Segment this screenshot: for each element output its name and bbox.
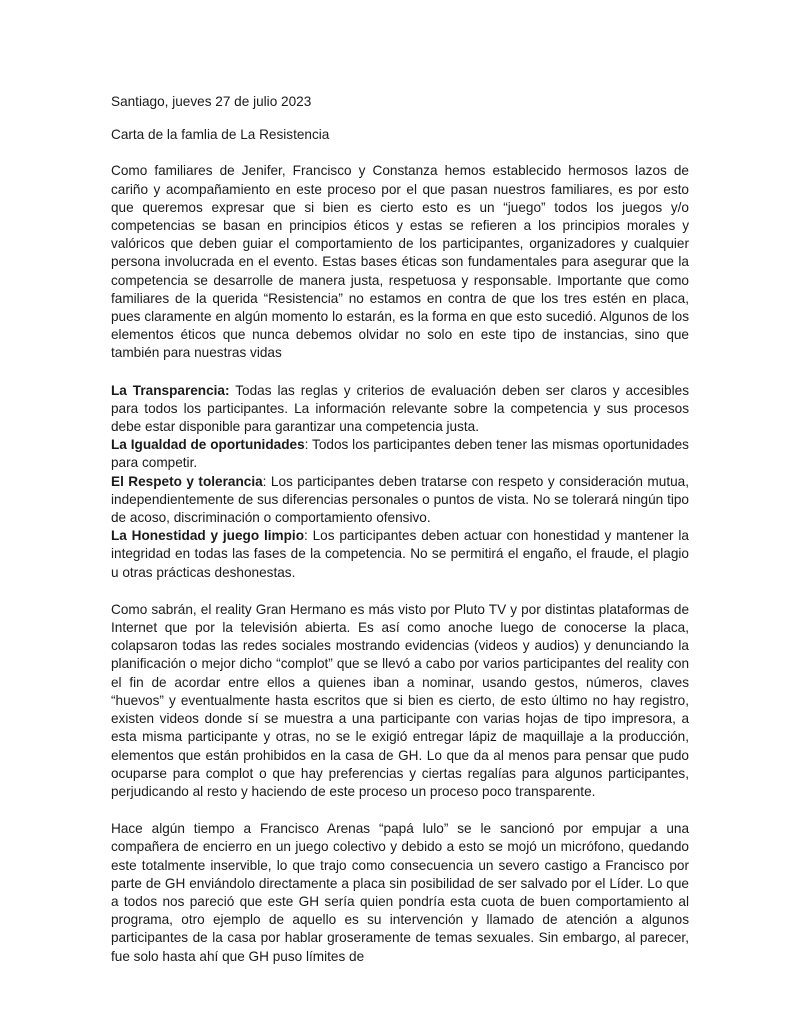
principles-list <box>111 382 689 582</box>
principle-title: La Igualdad de oportunidades <box>111 437 305 453</box>
principle-text: : Los participantes deben actuar con honestidad y mantener la integridad en todas las fases de la competencia. No se permitirá el engaño, el fraude, el plagio u otras prácticas deshonestas. <box>111 528 689 580</box>
principle-title: La Transparencia: <box>111 382 230 398</box>
intro-paragraph: Como familiares de Jenifer, Francisco y Constanza hemos establecido hermosos lazos de cariño y acompañamiento en este proceso por el que pasan nuestros familiares, es por esto que queremos expresar que si bien es cierto esto es un “juego” todos los juegos y/o competencias se basan en principios éticos y estas se refieren a los principios morales y valóricos que deben guiar el comportamiento de los participantes, organizadores y cualquier persona involucrada en el evento. Estas bases éticas son fundamentales para asegurar que la competencia se desarrolle de manera justa, respetuosa y responsable. Importante que como familiares de la querida “Resistencia” no estamos en contra de que los tres estén en placa, pues claramente en algún momento lo estarán, es la forma en que esto sucedió. Algunos de los elementos éticos que nunca debemos olvidar no solo en este tipo de instancias, sino que también para nuestras vidas <box>111 163 689 361</box>
principle-respect <box>111 473 689 528</box>
principle-honesty <box>111 527 689 582</box>
principle-text: Todas las reglas y criterios de evaluación deben ser claros y accesibles para todos los participantes. La información relevante sobre la competencia y sus procesos debe estar disponible para garantizar una competencia justa. <box>111 382 689 435</box>
principle-text: : Todos los participantes deben tener las mismas oportunidades para competir. <box>111 437 689 471</box>
principle-equality <box>111 436 689 472</box>
principle-text: : Los participantes deben tratarse con respeto y consideración mutua, independientemente de sus diferencias personales o puntos de vista. No se tolerará ningún tipo de acoso, discriminación o comportamiento ofensivo. <box>111 473 689 526</box>
date-line: Santiago, jueves 27 de julio 2023 <box>111 94 312 109</box>
body-paragraph-2: Como sabrán, el reality Gran Hermano es más visto por Pluto TV y por distintas plataformas de Internet que por la televisión abierta. Es así como anoche luego de conocerse la placa, colapsaron todas las redes sociales mostrando evidencias (videos y audios) y denunciando la planificación o mejor dicho “complot” que se llevó a cabo por varios participantes del reality con el fin de acordar entre ellos a quienes iban a nominar, usando gestos, números, claves “huevos” y eventualmente hasta escritos que si bien es cierto, de esto último no hay registro, existen videos donde sí se muestra a una participante con varias hojas de tipo impresora, a esta misma participante y otras, no se le exigió entregar lápiz de maquillaje a la producción, elementos que están prohibidos en la casa de GH. Lo que da al menos para pensar que pudo ocuparse para complot o que hay preferencias y ciertas regalías para algunos participantes, perjudicando al resto y haciendo de este proceso un proceso poco transparente. <box>111 601 689 799</box>
principle-title: El Respeto y tolerancia <box>111 473 263 489</box>
principle-title: La Honestidad y juego limpio <box>111 528 304 544</box>
letter-subject: Carta de la famlia de La Resistencia <box>111 127 330 143</box>
principle-transparency <box>111 382 689 437</box>
body-paragraph-3: Hace algún tiempo a Francisco Arenas “papá lulo” se le sancionó por empujar a una compañera de encierro en un juego colectivo y debido a esto se mojó un micrófono, quedando este totalmente inservible, lo que trajo como consecuencia un severo castigo a Francisco por parte de GH enviándolo directamente a placa sin posibilidad de ser salvado por el Líder. Lo que a todos nos pareció que este GH sería quien pondría esta cuota de buen comportamiento al programa, otro ejemplo de aquello es su intervención y llamado de atención a algunos participantes de la casa por hablar groseramente de temas sexuales. Sin embargo, al parecer, fue solo hasta ahí que GH puso límites de <box>111 821 689 964</box>
